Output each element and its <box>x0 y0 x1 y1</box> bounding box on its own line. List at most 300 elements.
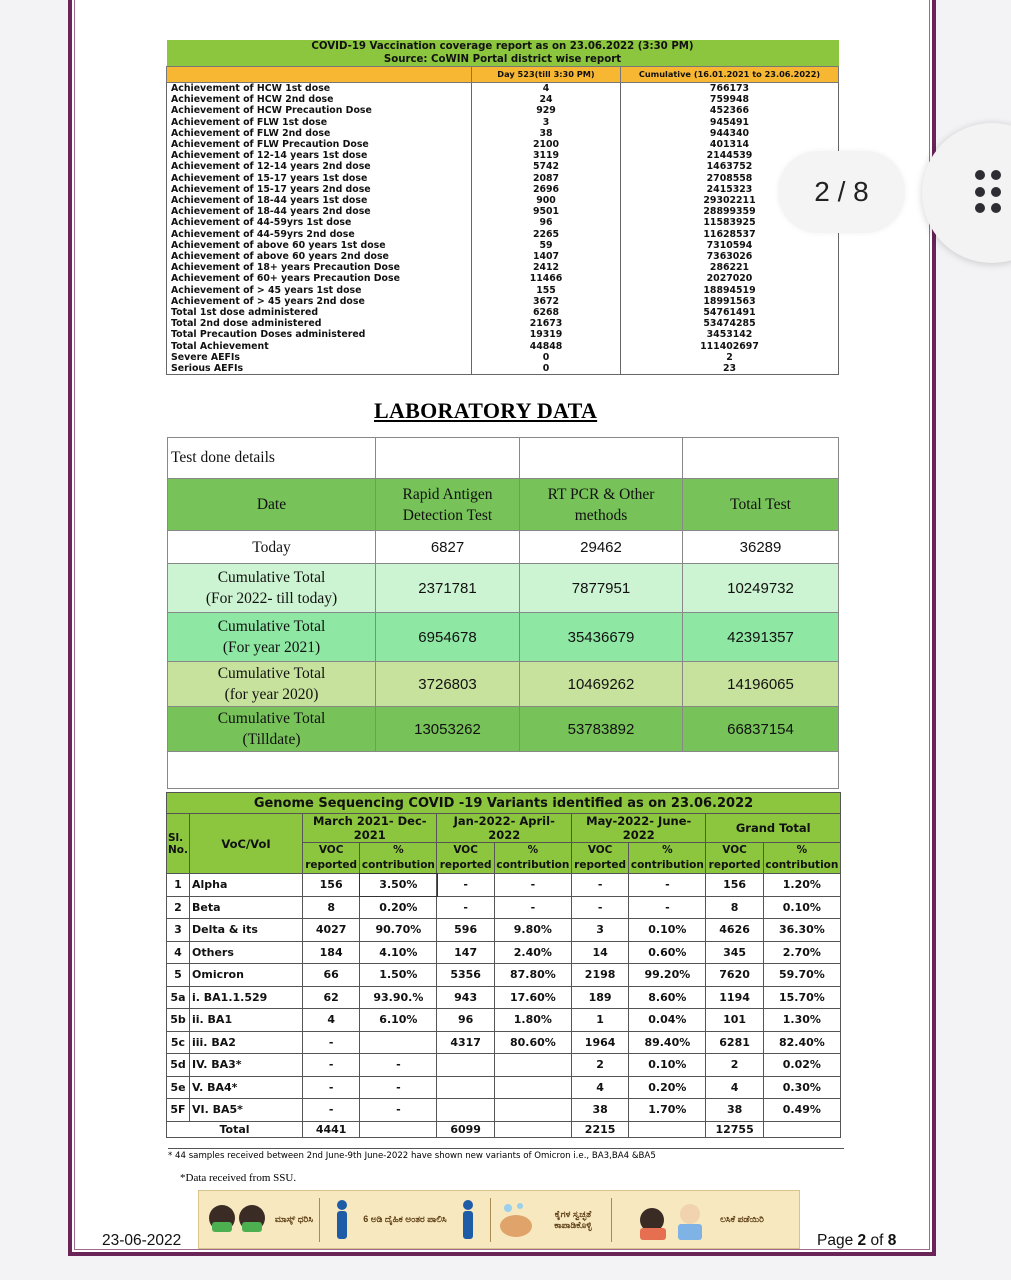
lab-total: 42391357 <box>683 613 839 662</box>
genome-cell: 9.80% <box>494 919 571 942</box>
genome-cell: 3 <box>571 919 628 942</box>
genome-cell: 1194 <box>706 986 763 1009</box>
genome-cell: 156 <box>706 874 763 897</box>
genome-cell: 1.50% <box>360 964 437 987</box>
genome-variant: Beta <box>190 896 303 919</box>
lab-date: Today <box>168 531 376 564</box>
genome-cell: - <box>303 1031 360 1054</box>
genome-cell: - <box>360 1099 437 1122</box>
vaccination-label: Achievement of HCW 1st dose <box>167 83 472 95</box>
lab-rat: 2371781 <box>376 564 520 613</box>
vaccination-cum: 2708558 <box>621 173 839 184</box>
genome-total: 4441 <box>303 1121 360 1137</box>
genome-cell: 6281 <box>706 1031 763 1054</box>
genome-variant: VI. BA5* <box>190 1099 303 1122</box>
genome-cell: 1 <box>571 1009 628 1032</box>
lab-total: 14196065 <box>683 662 839 707</box>
genome-variant: Omicron <box>190 964 303 987</box>
lab-rtpcr: 35436679 <box>520 613 683 662</box>
genome-cell: 17.60% <box>494 986 571 1009</box>
vaccination-label: Achievement of > 45 years 2nd dose <box>167 296 472 307</box>
vaccination-label: Achievement of 44-59yrs 2nd dose <box>167 229 472 240</box>
genome-cell: 4 <box>571 1076 628 1099</box>
vaccination-row <box>167 363 839 375</box>
header-date: Date <box>168 479 376 531</box>
genome-cell: 1.80% <box>494 1009 571 1032</box>
vaccination-row <box>167 240 839 251</box>
genome-cell: 36.30% <box>763 919 840 942</box>
genome-cell: 90.70% <box>360 919 437 942</box>
genome-sl: 5 <box>167 964 190 987</box>
genome-cell <box>437 1099 494 1122</box>
lab-row <box>168 662 839 707</box>
vaccination-day: 0 <box>472 363 621 375</box>
genome-cell: 4.10% <box>360 941 437 964</box>
lab-row <box>168 564 839 613</box>
genome-row <box>167 1076 841 1099</box>
vaccination-row <box>167 217 839 228</box>
genome-cell: - <box>571 896 628 919</box>
genome-cell <box>360 1031 437 1054</box>
vaccination-label: Achievement of FLW 1st dose <box>167 117 472 128</box>
footer-date: 23-06-2022 <box>102 1232 182 1249</box>
genome-subheader: VOC reported <box>571 843 628 874</box>
mask-advisory <box>199 1198 319 1242</box>
laboratory-data-title: LABORATORY DATA <box>374 398 598 423</box>
data-source-note: *Data received from SSU. <box>180 1172 297 1184</box>
genome-cell: 59.70% <box>763 964 840 987</box>
vaccination-day: 44848 <box>472 341 621 352</box>
genome-cell: 99.20% <box>629 964 706 987</box>
mask-text: ಮಾಸ್ಕ್ ಧರಿಸಿ <box>274 1214 314 1224</box>
genome-cell: 87.80% <box>494 964 571 987</box>
lab-rtpcr: 29462 <box>520 531 683 564</box>
genome-cell: 2 <box>571 1054 628 1077</box>
vaccination-day: 929 <box>472 105 621 116</box>
vaccination-cum: 54761491 <box>621 307 839 318</box>
lab-rtpcr: 53783892 <box>520 707 683 752</box>
lab-total: 36289 <box>683 531 839 564</box>
lab-date: Cumulative Total (For year 2021) <box>168 613 376 662</box>
genome-cell: 4 <box>303 1009 360 1032</box>
vaccination-label: Achievement of 12-14 years 1st dose <box>167 150 472 161</box>
vaccination-row <box>167 117 839 128</box>
genome-cell: 82.40% <box>763 1031 840 1054</box>
genome-sl: 5a <box>167 986 190 1009</box>
vaccination-cum: 286221 <box>621 262 839 273</box>
genome-cell: 0.30% <box>763 1076 840 1099</box>
vaccination-row <box>167 251 839 262</box>
vaccination-cum: 28899359 <box>621 206 839 217</box>
vaccination-label: Total 1st dose administered <box>167 307 472 318</box>
vaccination-cum: 18894519 <box>621 285 839 296</box>
vaccination-row <box>167 307 839 318</box>
genome-cell: 156 <box>303 874 360 897</box>
vaccination-row <box>167 229 839 240</box>
genome-cell: - <box>437 896 494 919</box>
col-cumulative-header: Cumulative (16.01.2021 to 23.06.2022) <box>621 67 839 83</box>
genome-subheader: VOC reported <box>706 843 763 874</box>
vaccination-cum: 2027020 <box>621 273 839 284</box>
genome-cell: 6.10% <box>360 1009 437 1032</box>
genome-cell: 89.40% <box>629 1031 706 1054</box>
lab-row <box>168 707 839 752</box>
genome-cell: 2 <box>706 1054 763 1077</box>
genome-cell: 0.20% <box>629 1076 706 1099</box>
genome-cell: - <box>629 896 706 919</box>
genome-cell: 1.70% <box>629 1099 706 1122</box>
vaccination-day: 2696 <box>472 184 621 195</box>
genome-cell <box>437 1076 494 1099</box>
genome-cell: 189 <box>571 986 628 1009</box>
vaccination-day: 2087 <box>472 173 621 184</box>
vaccination-day: 2412 <box>472 262 621 273</box>
vaccination-table <box>166 40 839 375</box>
vaccination-row <box>167 139 839 150</box>
genome-sl: 1 <box>167 874 190 897</box>
vaccination-label: Achievement of 18-44 years 2nd dose <box>167 206 472 217</box>
genome-cell: - <box>494 874 571 897</box>
genome-cell <box>494 1076 571 1099</box>
vaccination-label: Achievement of HCW 2nd dose <box>167 94 472 105</box>
genome-cell <box>494 1099 571 1122</box>
vaccination-day: 19319 <box>472 329 621 340</box>
vaccination-cum: 759948 <box>621 94 839 105</box>
genome-cell: - <box>360 1054 437 1077</box>
genome-cell: 147 <box>437 941 494 964</box>
vaccination-day: 0 <box>472 352 621 363</box>
header-rapid-antigen: Rapid Antigen Detection Test <box>376 479 520 531</box>
vaccination-row <box>167 352 839 363</box>
genome-cell: - <box>303 1076 360 1099</box>
vaccination-row <box>167 262 839 273</box>
genome-cell: 1964 <box>571 1031 628 1054</box>
vaccination-row <box>167 161 839 172</box>
vaccination-row <box>167 318 839 329</box>
genome-cell: - <box>360 1076 437 1099</box>
genome-cell: 38 <box>571 1099 628 1122</box>
genome-total: 2215 <box>571 1121 628 1137</box>
lab-rtpcr: 10469262 <box>520 662 683 707</box>
lab-total: 10249732 <box>683 564 839 613</box>
vaccination-label: Achievement of 18-44 years 1st dose <box>167 195 472 206</box>
vaccination-day: 3672 <box>472 296 621 307</box>
vaccination-cum: 3453142 <box>621 329 839 340</box>
vaccination-label: Total Precaution Doses administered <box>167 329 472 340</box>
vaccination-row <box>167 206 839 217</box>
lab-date: Cumulative Total (for year 2020) <box>168 662 376 707</box>
lab-total: 66837154 <box>683 707 839 752</box>
genome-cell: 4 <box>706 1076 763 1099</box>
vaccination-label: Achievement of > 45 years 1st dose <box>167 285 472 296</box>
vaccination-text: ಲಸಿಕೆ ಪಡೆಯಿರಿ <box>720 1214 764 1224</box>
genome-cell: - <box>629 874 706 897</box>
vaccination-label: Achievement of FLW Precaution Dose <box>167 139 472 150</box>
genome-cell: 596 <box>437 919 494 942</box>
person-icon <box>460 1198 476 1242</box>
vaccination-day: 4 <box>472 83 621 95</box>
genome-variant: IV. BA3* <box>190 1054 303 1077</box>
genome-cell: 0.60% <box>629 941 706 964</box>
genome-subheader: % contribution <box>494 843 571 874</box>
vaccination-label: Achievement of above 60 years 2nd dose <box>167 251 472 262</box>
genome-row <box>167 964 841 987</box>
period-grand-total: Grand Total <box>706 814 841 843</box>
vaccination-cum: 766173 <box>621 83 839 95</box>
vaccination-label: Achievement of 18+ years Precaution Dose <box>167 262 472 273</box>
lab-rat: 6827 <box>376 531 520 564</box>
genome-cell: 15.70% <box>763 986 840 1009</box>
genome-cell <box>494 1054 571 1077</box>
genome-sl: 4 <box>167 941 190 964</box>
genome-variant: Delta & its <box>190 919 303 942</box>
vaccination-label: Total 2nd dose administered <box>167 318 472 329</box>
genome-cell: 14 <box>571 941 628 964</box>
lab-date: Cumulative Total (Tilldate) <box>168 707 376 752</box>
handwash-text: ಕೈಗಳ ಸ್ವಚ್ಛತೆ ಕಾಪಾಡಿಕೊಳ್ಳಿ <box>554 1208 592 1230</box>
vaccination-cum: 29302211 <box>621 195 839 206</box>
genome-sl: 5b <box>167 1009 190 1032</box>
genome-cell: 5356 <box>437 964 494 987</box>
genome-cell: - <box>571 874 628 897</box>
genome-subheader: VOC reported <box>303 843 360 874</box>
genome-sl: 5e <box>167 1076 190 1099</box>
genome-variant: Alpha <box>190 874 303 897</box>
genome-total-label: Total <box>167 1121 303 1137</box>
vaccination-day: 2100 <box>472 139 621 150</box>
vaccination-label: Achievement of 60+ years Precaution Dose <box>167 273 472 284</box>
vaccination-label: Achievement of 12-14 years 2nd dose <box>167 161 472 172</box>
genome-cell: 345 <box>706 941 763 964</box>
genome-sl: 5c <box>167 1031 190 1054</box>
vaccination-row <box>167 184 839 195</box>
genome-row <box>167 1054 841 1077</box>
vaccination-label: Achievement of FLW 2nd dose <box>167 128 472 139</box>
vaccination-row <box>167 173 839 184</box>
vaccination-cum: 53474285 <box>621 318 839 329</box>
genome-sequencing-table <box>166 792 841 1138</box>
laboratory-table <box>167 437 839 789</box>
vaccination-cum: 11583925 <box>621 217 839 228</box>
genome-cell: 8 <box>706 896 763 919</box>
genome-row <box>167 941 841 964</box>
vaccination-label: Severe AEFIs <box>167 352 472 363</box>
vaccination-cum: 2415323 <box>621 184 839 195</box>
genome-cell: - <box>303 1099 360 1122</box>
genome-cell: 184 <box>303 941 360 964</box>
genome-row <box>167 919 841 942</box>
vaccination-cum: 2 <box>621 352 839 363</box>
vaccination-label: Achievement of 15-17 years 2nd dose <box>167 184 472 195</box>
vaccination-cum: 7310594 <box>621 240 839 251</box>
vaccination-day: 1407 <box>472 251 621 262</box>
genome-cell: 66 <box>303 964 360 987</box>
page-counter: 2 / 8 <box>778 151 905 233</box>
safety-banner <box>198 1190 800 1249</box>
genome-row <box>167 874 841 897</box>
vaccination-cum: 7363026 <box>621 251 839 262</box>
vaccination-cum: 111402697 <box>621 341 839 352</box>
vaccination-day: 900 <box>472 195 621 206</box>
vaccination-day: 21673 <box>472 318 621 329</box>
footer-page-number: Page 2 of 8 <box>817 1232 897 1249</box>
vaccination-row <box>167 296 839 307</box>
vaccination-day: 9501 <box>472 206 621 217</box>
vaccination-cum: 401314 <box>621 139 839 150</box>
vaccination-day: 5742 <box>472 161 621 172</box>
genome-sl: 2 <box>167 896 190 919</box>
genome-cell: 0.49% <box>763 1099 840 1122</box>
genome-row <box>167 1031 841 1054</box>
genome-total-row <box>167 1121 841 1137</box>
vaccination-row <box>167 341 839 352</box>
genome-cell: 1.20% <box>763 874 840 897</box>
genome-cell: 1.30% <box>763 1009 840 1032</box>
genome-row <box>167 986 841 1009</box>
lab-rat: 3726803 <box>376 662 520 707</box>
genome-cell: 38 <box>706 1099 763 1122</box>
genome-variant: ii. BA1 <box>190 1009 303 1032</box>
genome-cell: 0.10% <box>629 1054 706 1077</box>
vaccination-cum: 944340 <box>621 128 839 139</box>
vaccination-cum: 945491 <box>621 117 839 128</box>
genome-subheader: VOC reported <box>437 843 494 874</box>
vaccination-day: 11466 <box>472 273 621 284</box>
handwash-icon <box>494 1198 538 1242</box>
voc-header: VoC/VoI <box>190 814 303 874</box>
vaccination-cum: 452366 <box>621 105 839 116</box>
genome-variant: Others <box>190 941 303 964</box>
genome-row <box>167 1009 841 1032</box>
distance-text: 6 ಅಡಿ ದೈಹಿಕ ಅಂತರ ಪಾಲಿಸಿ <box>363 1214 447 1224</box>
genome-cell: 0.10% <box>763 896 840 919</box>
test-done-caption: Test done details <box>168 438 376 479</box>
genome-cell: 0.10% <box>629 919 706 942</box>
genome-cell: 8 <box>303 896 360 919</box>
genome-cell: 80.60% <box>494 1031 571 1054</box>
period-2021: March 2021- Dec-2021 <box>303 814 437 843</box>
distance-advisory <box>320 1198 490 1242</box>
header-total-test: Total Test <box>683 479 839 531</box>
genome-subheader: % contribution <box>629 843 706 874</box>
vaccination-icon <box>632 1198 712 1242</box>
genome-variant: V. BA4* <box>190 1076 303 1099</box>
vaccination-cum: 23 <box>621 363 839 375</box>
period-may-jun-2022: May-2022- June-2022 <box>571 814 705 843</box>
masked-faces-icon <box>204 1198 274 1242</box>
vaccination-row <box>167 94 839 105</box>
genome-cell: - <box>494 896 571 919</box>
genome-cell: 93.90.% <box>360 986 437 1009</box>
genome-cell: 4027 <box>303 919 360 942</box>
genome-cell: 96 <box>437 1009 494 1032</box>
vaccination-row <box>167 195 839 206</box>
vaccination-label: Achievement of 15-17 years 1st dose <box>167 173 472 184</box>
genome-total: 6099 <box>437 1121 494 1137</box>
vaccination-row <box>167 83 839 95</box>
genome-cell: 3.50% <box>360 874 437 897</box>
vaccination-label: Achievement of above 60 years 1st dose <box>167 240 472 251</box>
handwash-advisory <box>491 1198 611 1242</box>
vaccination-cum: 1463752 <box>621 161 839 172</box>
sl-no-header: Sl. No. <box>167 814 190 874</box>
vaccination-day: 24 <box>472 94 621 105</box>
vaccination-cum: 11628537 <box>621 229 839 240</box>
vaccination-label: Achievement of HCW Precaution Dose <box>167 105 472 116</box>
genome-variant: i. BA1.1.529 <box>190 986 303 1009</box>
genome-cell: - <box>437 874 494 897</box>
genome-total: 12755 <box>706 1121 763 1137</box>
genome-cell: 4317 <box>437 1031 494 1054</box>
genome-sl: 5F <box>167 1099 190 1122</box>
vaccination-day: 38 <box>472 128 621 139</box>
genome-row <box>167 896 841 919</box>
genome-cell: 943 <box>437 986 494 1009</box>
genome-cell: - <box>303 1054 360 1077</box>
genome-cell: 8.60% <box>629 986 706 1009</box>
vaccination-row <box>167 329 839 340</box>
vaccination-cum: 2144539 <box>621 150 839 161</box>
vaccination-source: Source: CoWIN Portal district wise report <box>167 53 839 67</box>
genome-sl: 5d <box>167 1054 190 1077</box>
genome-row <box>167 1099 841 1122</box>
genome-footnote: * 44 samples received between 2nd June-9th June-2022 have shown new variants of Omicron i.e., BA3,BA4 &BA5 <box>168 1148 844 1161</box>
vaccination-title: COVID-19 Vaccination coverage report as on 23.06.2022 (3:30 PM) <box>167 40 839 53</box>
genome-cell <box>437 1054 494 1077</box>
lab-rat: 6954678 <box>376 613 520 662</box>
vaccination-day: 3 <box>472 117 621 128</box>
vaccination-row <box>167 150 839 161</box>
vaccination-advisory <box>612 1198 792 1242</box>
vaccination-row <box>167 285 839 296</box>
vaccination-label: Total Achievement <box>167 341 472 352</box>
genome-subheader: % contribution <box>763 843 840 874</box>
lab-row <box>168 531 839 564</box>
lab-rtpcr: 7877951 <box>520 564 683 613</box>
vaccination-day: 96 <box>472 217 621 228</box>
genome-subheader: % contribution <box>360 843 437 874</box>
vaccination-cum: 18991563 <box>621 296 839 307</box>
lab-blank-row <box>168 752 839 789</box>
vaccination-row <box>167 273 839 284</box>
genome-title: Genome Sequencing COVID -19 Variants identified as on 23.06.2022 <box>167 793 841 814</box>
lab-rat: 13053262 <box>376 707 520 752</box>
vaccination-day: 6268 <box>472 307 621 318</box>
genome-cell: 0.04% <box>629 1009 706 1032</box>
col-day-header: Day 523(till 3:30 PM) <box>472 67 621 83</box>
vaccination-row <box>167 105 839 116</box>
genome-cell: 62 <box>303 986 360 1009</box>
genome-cell: 0.02% <box>763 1054 840 1077</box>
genome-cell: 0.20% <box>360 896 437 919</box>
genome-cell: 7620 <box>706 964 763 987</box>
genome-cell: 2198 <box>571 964 628 987</box>
vaccination-row <box>167 128 839 139</box>
vaccination-day: 2265 <box>472 229 621 240</box>
vaccination-day: 155 <box>472 285 621 296</box>
genome-cell: 101 <box>706 1009 763 1032</box>
lab-date: Cumulative Total (For 2022- till today) <box>168 564 376 613</box>
vaccination-day: 3119 <box>472 150 621 161</box>
header-rtpcr: RT PCR & Other methods <box>520 479 683 531</box>
lab-row <box>168 613 839 662</box>
genome-cell: 2.40% <box>494 941 571 964</box>
genome-sl: 3 <box>167 919 190 942</box>
vaccination-label: Serious AEFIs <box>167 363 472 375</box>
person-icon <box>334 1198 350 1242</box>
period-jan-apr-2022: Jan-2022- April-2022 <box>437 814 571 843</box>
vaccination-label: Achievement of 44-59yrs 1st dose <box>167 217 472 228</box>
